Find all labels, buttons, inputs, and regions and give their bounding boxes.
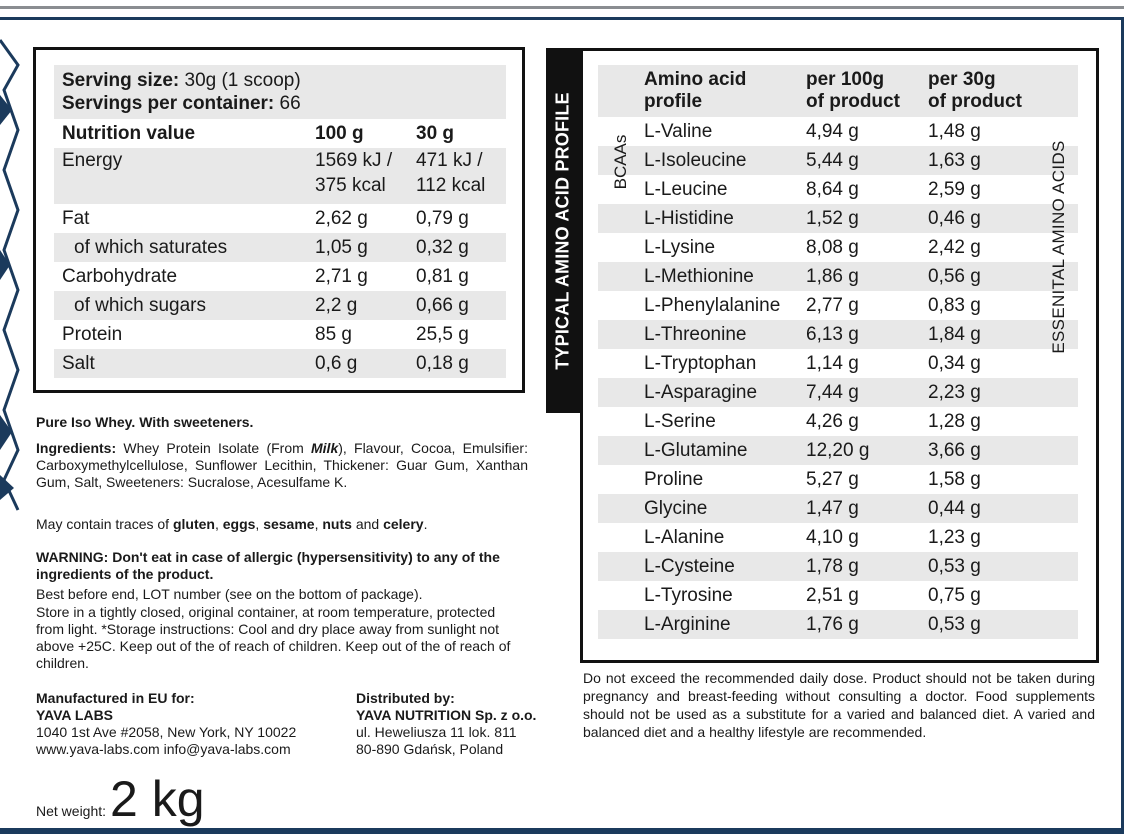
amino-row — [598, 291, 1078, 320]
amino-value-100g: 1,76 g — [806, 614, 859, 635]
manufacturer-address: 1040 1st Ave #2058, New York, NY 10022 — [36, 724, 297, 740]
allergen-gluten: gluten — [172, 516, 215, 532]
left-decorative-pattern — [0, 20, 24, 834]
amino-name: L-Arginine — [644, 614, 731, 635]
amino-value-30g: 1,84 g — [928, 324, 981, 345]
amino-row — [598, 146, 1078, 175]
amino-name: L-Methionine — [644, 266, 754, 287]
amino-rows — [598, 117, 1078, 639]
header-nutrition-value: Nutrition value — [62, 123, 196, 144]
distributor-address-line-1: ul. Heweliusza 11 lok. 811 — [356, 724, 517, 740]
amino-acid-table — [598, 65, 1078, 639]
amino-value-100g: 1,78 g — [806, 556, 859, 577]
amino-row — [598, 465, 1078, 494]
servings-value: 66 — [274, 93, 301, 114]
top-navy-line — [0, 17, 1124, 20]
essential-label-box — [1044, 122, 1074, 372]
amino-side-title: TYPICAL AMINO ACID PROFILE — [552, 91, 573, 370]
amino-value-100g: 5,27 g — [806, 469, 859, 490]
row-value-100g: 85 g — [315, 324, 352, 345]
amino-header-name-line1: Amino acid — [644, 69, 747, 90]
amino-value-30g: 3,66 g — [928, 440, 981, 461]
amino-header-name — [644, 69, 746, 113]
amino-value-100g: 1,52 g — [806, 208, 859, 229]
amino-value-30g: 1,63 g — [928, 150, 981, 171]
amino-name: Proline — [644, 469, 704, 490]
ingredients-allergen-milk: Milk — [311, 440, 339, 456]
amino-value-100g: 8,08 g — [806, 237, 859, 258]
amino-name: L-Cysteine — [644, 556, 735, 577]
warning-text: WARNING: Don't eat in case of allergic (hypersensitivity) to any of the ingredients of the product. — [36, 549, 500, 582]
energy-30g — [416, 148, 485, 198]
row-value-100g: 2,71 g — [315, 266, 368, 287]
energy-100g-kj: 1569 kJ / — [315, 150, 393, 171]
amino-value-100g: 4,26 g — [806, 411, 859, 432]
ingredients-part-1: Whey Protein Isolate (From — [116, 440, 311, 456]
amino-name: L-Threonine — [644, 324, 747, 345]
amino-value-30g: 0,75 g — [928, 585, 981, 606]
row-label: Fat — [62, 208, 90, 229]
energy-100g-kcal: 375 kcal — [315, 175, 386, 196]
amino-value-30g: 1,58 g — [928, 469, 981, 490]
traces-end: . — [423, 516, 428, 532]
amino-value-100g: 1,86 g — [806, 266, 859, 287]
amino-header-100g — [806, 69, 900, 113]
amino-header-30g-line1: per 30g — [928, 69, 996, 90]
amino-value-30g: 1,28 g — [928, 411, 981, 432]
traces-intro: May contain traces of — [36, 516, 173, 532]
amino-name: L-Phenylalanine — [644, 295, 781, 316]
energy-100g — [315, 148, 392, 198]
row-label: Salt — [62, 353, 95, 374]
amino-name: L-Valine — [644, 121, 713, 142]
nutrition-row — [54, 291, 506, 320]
allergen-sesame: sesame — [263, 516, 315, 532]
net-weight-value: 2 kg — [110, 771, 205, 827]
amino-header-100g-line1: per 100g — [806, 69, 885, 90]
row-label: of which saturates — [74, 237, 228, 258]
amino-header-row — [598, 65, 1078, 117]
amino-value-100g: 12,20 g — [806, 440, 870, 461]
amino-header-30g-line2: of product — [928, 91, 1022, 112]
amino-name: L-Tryptophan — [644, 353, 757, 374]
bcaa-label: BCAAs — [611, 134, 630, 190]
amino-value-100g: 8,64 g — [806, 179, 859, 200]
row-value-100g: 0,6 g — [315, 353, 358, 374]
amino-name: L-Alanine — [644, 527, 725, 548]
amino-name: L-Leucine — [644, 179, 728, 200]
amino-value-100g: 1,14 g — [806, 353, 859, 374]
advice-text: Do not exceed the recommended daily dose. Product should not be taken during pregnancy and breast-feeding without consulting a doctor. Food supplements should not be used as a substitute for a varied and balanced diet. A varied and balanced diet and a healthy lifestyle are recommended. — [583, 670, 1095, 740]
row-label: of which sugars — [74, 295, 207, 316]
ingredients-label: Ingredients: — [36, 440, 117, 456]
nutrition-row — [54, 204, 506, 233]
amino-name: L-Lysine — [644, 237, 716, 258]
row-value-30g: 0,81 g — [416, 266, 469, 287]
amino-row — [598, 552, 1078, 581]
row-value-30g: 0,79 g — [416, 208, 469, 229]
amino-name: L-Tyrosine — [644, 585, 733, 606]
amino-row — [598, 436, 1078, 465]
amino-header-100g-line2: of product — [806, 91, 900, 112]
amino-row — [598, 175, 1078, 204]
storage-text: Store in a tightly closed, original container, at room temperature, protected from light. *Storage instructions: Cool and dry place away from sunlight not above +25C. Keep out of the of reach of children. Keep out of the of reach of children. — [36, 604, 511, 671]
row-label: Carbohydrate — [62, 266, 178, 287]
essential-amino-acids-label: ESSENITAL AMINO ACIDS — [1049, 140, 1068, 354]
amino-row — [598, 378, 1078, 407]
serving-info — [54, 65, 506, 119]
amino-value-30g: 1,23 g — [928, 527, 981, 548]
amino-value-100g: 4,10 g — [806, 527, 859, 548]
traces-separator: , — [214, 516, 223, 532]
distributor-label: Distributed by: — [356, 690, 455, 706]
bottom-border — [0, 828, 1124, 834]
distributor-name: YAVA NUTRITION Sp. z o.o. — [356, 707, 537, 723]
row-value-100g: 2,2 g — [315, 295, 358, 316]
nutrition-row — [54, 320, 506, 349]
amino-value-100g: 2,77 g — [806, 295, 859, 316]
row-label: Protein — [62, 324, 123, 345]
traces-separator: , — [314, 516, 323, 532]
traces-text — [36, 516, 528, 533]
nutrition-row — [54, 349, 506, 378]
amino-row — [598, 610, 1078, 639]
amino-row — [598, 407, 1078, 436]
nutrition-facts-panel — [33, 47, 525, 393]
amino-side-tab — [546, 48, 580, 413]
amino-value-100g: 2,51 g — [806, 585, 859, 606]
ingredients-text — [36, 440, 528, 491]
amino-row — [598, 233, 1078, 262]
amino-value-30g: 0,83 g — [928, 295, 981, 316]
amino-name: L-Glutamine — [644, 440, 748, 461]
amino-header-name-line2: profile — [644, 91, 703, 112]
amino-value-30g: 0,34 g — [928, 353, 981, 374]
net-weight — [36, 770, 205, 828]
allergen-nuts: nuts — [322, 516, 352, 532]
allergen-eggs: eggs — [222, 516, 256, 532]
row-value-30g: 0,32 g — [416, 237, 469, 258]
amino-value-30g: 0,44 g — [928, 498, 981, 519]
distributor-block — [356, 690, 586, 758]
amino-value-30g: 2,23 g — [928, 382, 981, 403]
amino-value-100g: 7,44 g — [806, 382, 859, 403]
manufacturer-block — [36, 690, 336, 758]
traces-separator: , — [255, 516, 264, 532]
serving-size-label: Serving size: — [62, 70, 180, 91]
energy-30g-kcal: 112 kcal — [416, 175, 486, 196]
amino-value-30g: 0,53 g — [928, 556, 981, 577]
amino-value-30g: 0,46 g — [928, 208, 981, 229]
amino-value-30g: 0,56 g — [928, 266, 981, 287]
amino-row — [598, 523, 1078, 552]
row-value-30g: 0,66 g — [416, 295, 469, 316]
amino-name: Glycine — [644, 498, 708, 519]
amino-value-100g: 1,47 g — [806, 498, 859, 519]
amino-row — [598, 262, 1078, 291]
serving-size-value: 30g (1 scoop) — [179, 70, 301, 91]
header-100g: 100 g — [315, 123, 364, 144]
manufacturer-name: YAVA LABS — [36, 707, 114, 723]
amino-row — [598, 204, 1078, 233]
servings-label: Servings per container: — [62, 93, 275, 114]
manufacturer-label: Manufactured in EU for: — [36, 690, 195, 706]
net-weight-label: Net weight: — [36, 803, 107, 819]
row-value-30g: 25,5 g — [416, 324, 469, 345]
top-border — [0, 0, 1124, 20]
amino-value-100g: 6,13 g — [806, 324, 859, 345]
amino-name: L-Isoleucine — [644, 150, 747, 171]
nutrition-row-energy — [54, 148, 506, 204]
amino-value-30g: 0,53 g — [928, 614, 981, 635]
amino-value-100g: 5,44 g — [806, 150, 859, 171]
amino-name: L-Serine — [644, 411, 716, 432]
allergen-celery: celery — [383, 516, 424, 532]
amino-value-30g: 1,48 g — [928, 121, 981, 142]
best-before-text: Best before end, LOT number (see on the bottom of package). — [36, 586, 423, 602]
top-grey-line — [0, 6, 1124, 9]
product-tagline: Pure Iso Whey. With sweeteners. — [36, 414, 254, 430]
header-30g: 30 g — [416, 123, 455, 144]
nutrition-header-row — [54, 119, 506, 148]
row-value-100g: 1,05 g — [315, 237, 368, 258]
energy-label: Energy — [62, 150, 123, 171]
row-value-100g: 2,62 g — [315, 208, 368, 229]
amino-row — [598, 581, 1078, 610]
amino-value-100g: 4,94 g — [806, 121, 859, 142]
amino-value-30g: 2,42 g — [928, 237, 981, 258]
nutrition-row — [54, 233, 506, 262]
ingredients-part-2: ), Flavour, Cocoa, Emulsifier: Carboxymethylcellulose, Sunflower Lecithin, Thickener: Guar Gum, Xanthan Gum, Salt, Sweeteners: Sucralose, Acesulfame K. — [36, 440, 528, 490]
traces-and: and — [351, 516, 384, 532]
energy-30g-kj: 471 kJ / — [416, 150, 483, 171]
row-value-30g: 0,18 g — [416, 353, 469, 374]
distributor-address-line-2: 80-890 Gdańsk, Poland — [356, 741, 504, 757]
amino-row — [598, 320, 1078, 349]
amino-name: L-Histidine — [644, 208, 734, 229]
amino-value-30g: 2,59 g — [928, 179, 981, 200]
bcaa-label-box — [608, 122, 634, 202]
amino-header-30g — [928, 69, 1022, 113]
amino-name: L-Asparagine — [644, 382, 758, 403]
nutrition-row — [54, 262, 506, 291]
amino-row — [598, 349, 1078, 378]
amino-row — [598, 494, 1078, 523]
nutrition-table — [54, 65, 506, 378]
amino-row — [598, 117, 1078, 146]
manufacturer-contact: www.yava-labs.com info@yava-labs.com — [36, 741, 291, 757]
